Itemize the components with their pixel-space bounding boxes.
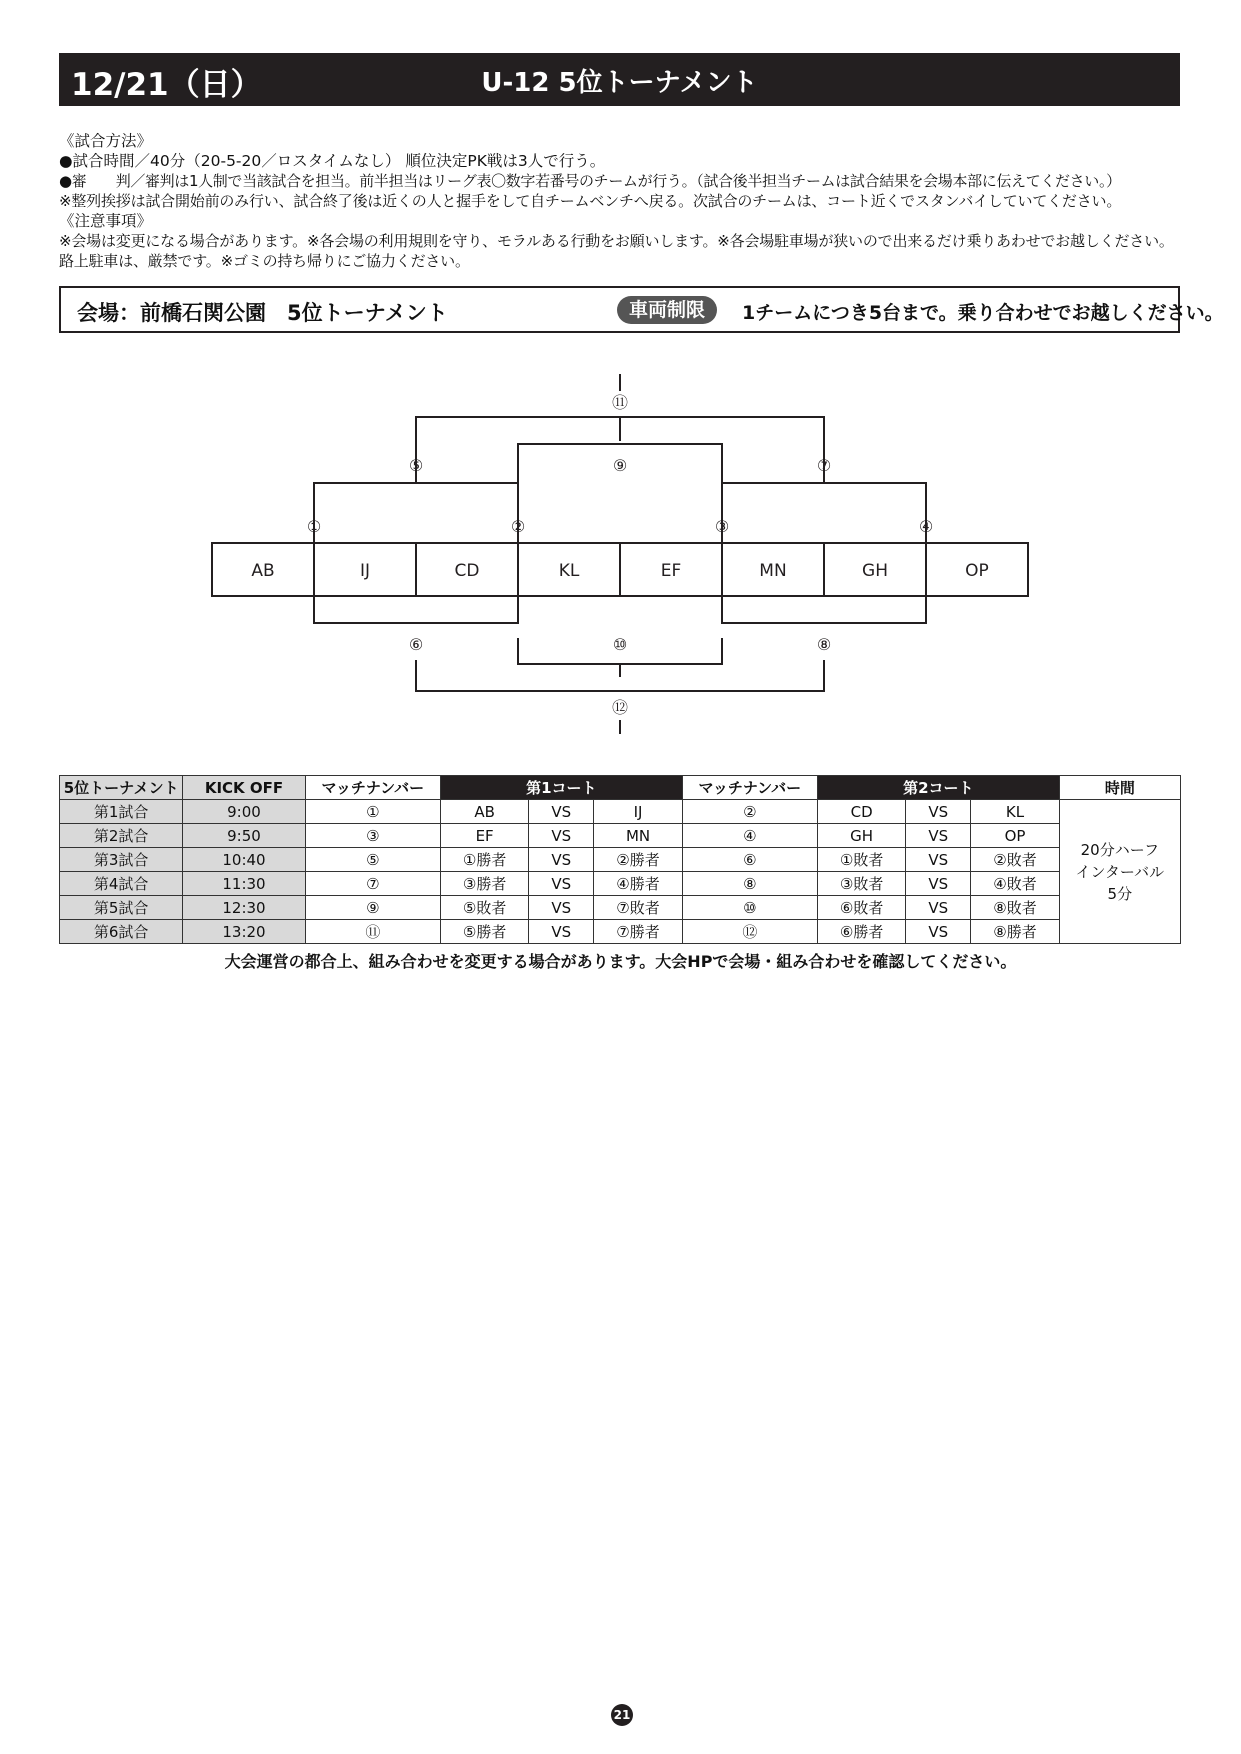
kickoff-cell: 9:00 xyxy=(183,800,305,824)
team-a-cell: ⑤敗者 xyxy=(441,896,529,920)
match-no-cell: ⑫ xyxy=(682,920,817,944)
note-line: 《注意事項》 xyxy=(59,212,153,230)
match-no-cell: ② xyxy=(682,800,817,824)
table-header-row xyxy=(60,776,1181,800)
note-line: ※整列挨拶は試合開始前のみ行い、試合終了後は近くの人と握手をして自チームベンチへ戻る。次試合のチームは、コート近くでスタンバイしていてください。 xyxy=(59,192,1122,210)
team-b-cell: ⑧敗者 xyxy=(971,896,1059,920)
match-no-cell: ⑪ xyxy=(305,920,440,944)
match-no-cell: ① xyxy=(305,800,440,824)
time-note-line: 20分ハーフ xyxy=(1080,840,1159,859)
header-date: 12/21（日） xyxy=(71,67,262,103)
team-b-cell: ⑦敗者 xyxy=(594,896,682,920)
match-label: ⑪ xyxy=(611,393,629,412)
team-a-cell: ①敗者 xyxy=(818,848,906,872)
col-header-match-no: マッチナンバー xyxy=(305,776,440,800)
match-label: ④ xyxy=(918,517,934,536)
vehicle-limit-text: 1チームにつき5台まで。乗り合わせでお越しください。 xyxy=(742,302,1224,324)
match-label: ⑧ xyxy=(816,635,832,654)
team-b-cell: ②敗者 xyxy=(971,848,1059,872)
match-label: ⑦ xyxy=(816,456,832,475)
team-a-cell: CD xyxy=(818,800,906,824)
team-cell: MN xyxy=(759,561,787,581)
team-b-cell: OP xyxy=(971,824,1059,848)
kickoff-cell: 10:40 xyxy=(183,848,305,872)
team-a-cell: ⑥敗者 xyxy=(818,896,906,920)
match-label: ② xyxy=(510,517,526,536)
vs-cell: VS xyxy=(906,920,971,944)
note-line: ●試合時間／40分（20-5-20／ロスタイムなし） 順位決定PK戦は3人で行う。 xyxy=(59,152,606,170)
venue-name: 会場：前橋石関公園 5位トーナメント xyxy=(77,301,448,325)
time-note-line: インターバル xyxy=(1075,862,1165,881)
team-b-cell: ②勝者 xyxy=(594,848,682,872)
team-cell: AB xyxy=(251,561,275,581)
team-a-cell: GH xyxy=(818,824,906,848)
game-cell: 第5試合 xyxy=(60,896,183,920)
team-b-cell: KL xyxy=(971,800,1059,824)
match-label: ⑥ xyxy=(408,635,424,654)
kickoff-cell: 13:20 xyxy=(183,920,305,944)
vs-cell: VS xyxy=(529,872,594,896)
match-label: ⑫ xyxy=(611,698,629,717)
kickoff-cell: 11:30 xyxy=(183,872,305,896)
match-no-cell: ⑩ xyxy=(682,896,817,920)
table-row xyxy=(60,896,1181,920)
schedule-table xyxy=(59,775,1181,944)
team-cell: EF xyxy=(660,561,682,581)
vs-cell: VS xyxy=(906,800,971,824)
game-cell: 第6試合 xyxy=(60,920,183,944)
match-no-cell: ⑨ xyxy=(305,896,440,920)
match-no-cell: ④ xyxy=(682,824,817,848)
team-b-cell: ⑦勝者 xyxy=(594,920,682,944)
game-cell: 第2試合 xyxy=(60,824,183,848)
page-number: 21 xyxy=(611,1704,633,1726)
table-row xyxy=(60,824,1181,848)
vehicle-limit-badge: 車両制限 xyxy=(617,296,717,324)
vs-cell: VS xyxy=(529,920,594,944)
team-b-cell: ④敗者 xyxy=(971,872,1059,896)
team-b-cell: ④勝者 xyxy=(594,872,682,896)
time-note-line: 5分 xyxy=(1107,884,1133,903)
col-header-tournament: 5位トーナメント xyxy=(60,776,183,800)
header-title: U-12 5位トーナメント xyxy=(481,68,758,98)
match-no-cell: ⑦ xyxy=(305,872,440,896)
col-header-time: 時間 xyxy=(1059,776,1180,800)
table-row xyxy=(60,920,1181,944)
match-label: ⑨ xyxy=(612,456,628,475)
vs-cell: VS xyxy=(906,896,971,920)
game-cell: 第1試合 xyxy=(60,800,183,824)
team-a-cell: ③勝者 xyxy=(441,872,529,896)
col-header-court2: 第2コート xyxy=(818,776,1060,800)
time-note-cell xyxy=(1059,800,1180,944)
game-cell: 第3試合 xyxy=(60,848,183,872)
match-label: ① xyxy=(306,517,322,536)
vs-cell: VS xyxy=(529,848,594,872)
kickoff-cell: 9:50 xyxy=(183,824,305,848)
vs-cell: VS xyxy=(906,848,971,872)
team-b-cell: ⑧勝者 xyxy=(971,920,1059,944)
team-a-cell: AB xyxy=(441,800,529,824)
schedule-footnote: 大会運営の都合上、組み合わせを変更する場合があります。大会HPで会場・組み合わせを確認してください。 xyxy=(224,952,1017,971)
table-row xyxy=(60,800,1181,824)
vs-cell: VS xyxy=(529,824,594,848)
table-row xyxy=(60,848,1181,872)
team-a-cell: ⑥勝者 xyxy=(818,920,906,944)
vs-cell: VS xyxy=(529,896,594,920)
team-cell: OP xyxy=(965,561,989,581)
match-label: ③ xyxy=(714,517,730,536)
note-line: ●審 判／審判は1人制で当該試合を担当。前半担当はリーグ表〇数字若番号のチームが行う。（試合後半担当チームは試合結果を会場本部に伝えてください。） xyxy=(59,172,1121,190)
match-no-cell: ⑥ xyxy=(682,848,817,872)
team-a-cell: ③敗者 xyxy=(818,872,906,896)
team-a-cell: EF xyxy=(441,824,529,848)
vs-cell: VS xyxy=(906,872,971,896)
vs-cell: VS xyxy=(906,824,971,848)
col-header-kickoff: KICK OFF xyxy=(183,776,305,800)
note-line: ※会場は変更になる場合があります。※各会場の利用規則を守り、モラルある行動をお願いします。※各会場駐車場が狭いので出来るだけ乗りあわせでお越しください。路上駐車は、厳禁です。※ゴミの持ち帰りにご協力ください。 xyxy=(59,232,1174,270)
team-a-cell: ①勝者 xyxy=(441,848,529,872)
match-label: ⑤ xyxy=(408,456,424,475)
vs-cell: VS xyxy=(529,800,594,824)
table-row xyxy=(60,872,1181,896)
match-no-cell: ⑧ xyxy=(682,872,817,896)
col-header-match-no: マッチナンバー xyxy=(682,776,817,800)
team-cell: IJ xyxy=(359,561,371,581)
team-b-cell: IJ xyxy=(594,800,682,824)
team-cell: CD xyxy=(454,561,480,581)
kickoff-cell: 12:30 xyxy=(183,896,305,920)
col-header-court1: 第1コート xyxy=(441,776,683,800)
game-cell: 第4試合 xyxy=(60,872,183,896)
team-cell: KL xyxy=(558,561,580,581)
match-no-cell: ⑤ xyxy=(305,848,440,872)
team-a-cell: ⑤勝者 xyxy=(441,920,529,944)
team-cell: GH xyxy=(862,561,888,581)
team-b-cell: MN xyxy=(594,824,682,848)
note-line: 《試合方法》 xyxy=(59,132,153,150)
match-no-cell: ③ xyxy=(305,824,440,848)
match-label: ⑩ xyxy=(612,635,628,654)
tournament-bracket xyxy=(0,0,1241,760)
